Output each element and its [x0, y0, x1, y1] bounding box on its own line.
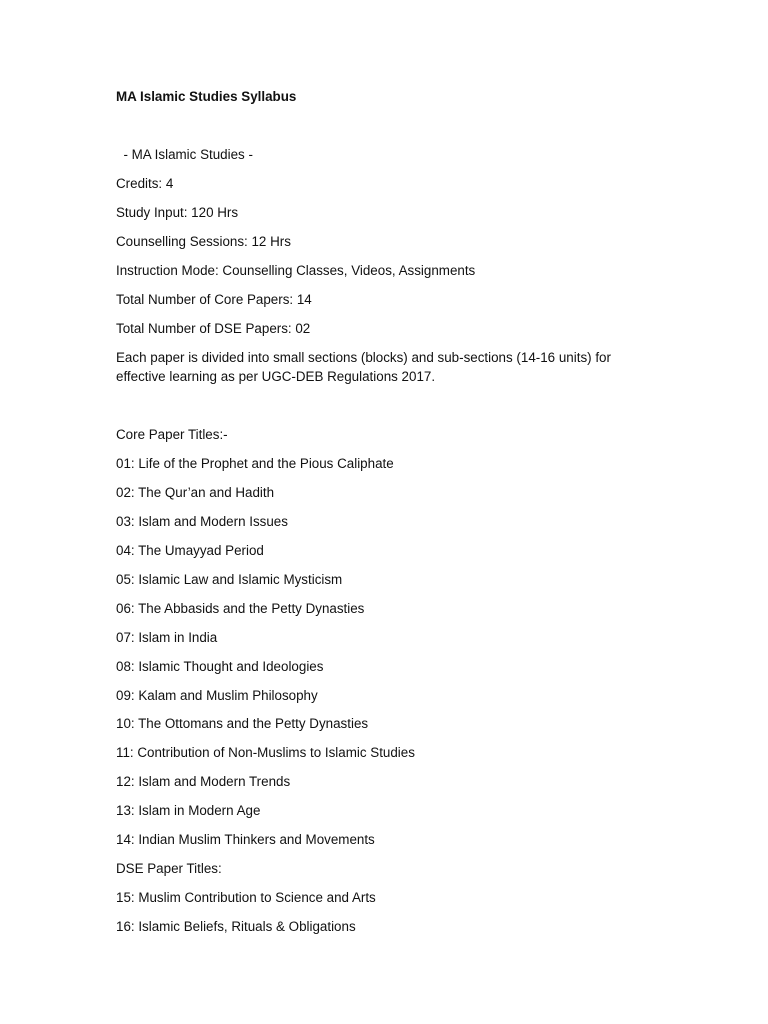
core-paper-item: 13: Islam in Modern Age [116, 803, 261, 818]
dse-paper-item: 15: Muslim Contribution to Science and Arts [116, 890, 376, 905]
document-title: MA Islamic Studies Syllabus [116, 89, 297, 104]
core-paper-item: 14: Indian Muslim Thinkers and Movements [116, 832, 375, 847]
core-paper-item: 06: The Abbasids and the Petty Dynasties [116, 601, 365, 616]
core-paper-item: 08: Islamic Thought and Ideologies [116, 659, 324, 674]
core-paper-item: 05: Islamic Law and Islamic Mysticism [116, 572, 343, 587]
core-paper-item: 07: Islam in India [116, 630, 218, 645]
core-paper-item: 12: Islam and Modern Trends [116, 774, 291, 789]
core-papers-heading: Core Paper Titles:- [116, 427, 228, 442]
dse-papers-heading: DSE Paper Titles: [116, 861, 222, 876]
description-paragraph: Each paper is divided into small sections (blocks) and sub-sections (14-16 units) for effective learning as per UGC-DEB Regulations 2017. [116, 350, 611, 384]
course-subtitle: - MA Islamic Studies - [116, 147, 253, 162]
core-papers-count-line: Total Number of Core Papers: 14 [116, 292, 312, 307]
core-paper-item: 01: Life of the Prophet and the Pious Caliphate [116, 456, 394, 471]
core-paper-item: 10: The Ottomans and the Petty Dynasties [116, 716, 369, 731]
core-paper-item: 02: The Qur’an and Hadith [116, 485, 275, 500]
core-paper-item: 03: Islam and Modern Issues [116, 514, 288, 529]
dse-papers-count-line: Total Number of DSE Papers: 02 [116, 321, 311, 336]
core-paper-item: 04: The Umayyad Period [116, 543, 264, 558]
instruction-mode-line: Instruction Mode: Counselling Classes, Videos, Assignments [116, 263, 476, 278]
core-paper-item: 11: Contribution of Non-Muslims to Islamic Studies [116, 745, 415, 760]
dse-paper-item: 16: Islamic Beliefs, Rituals & Obligations [116, 919, 356, 934]
core-paper-item: 09: Kalam and Muslim Philosophy [116, 688, 318, 703]
credits-line: Credits: 4 [116, 176, 174, 191]
study-input-line: Study Input: 120 Hrs [116, 205, 239, 220]
counselling-sessions-line: Counselling Sessions: 12 Hrs [116, 234, 291, 249]
